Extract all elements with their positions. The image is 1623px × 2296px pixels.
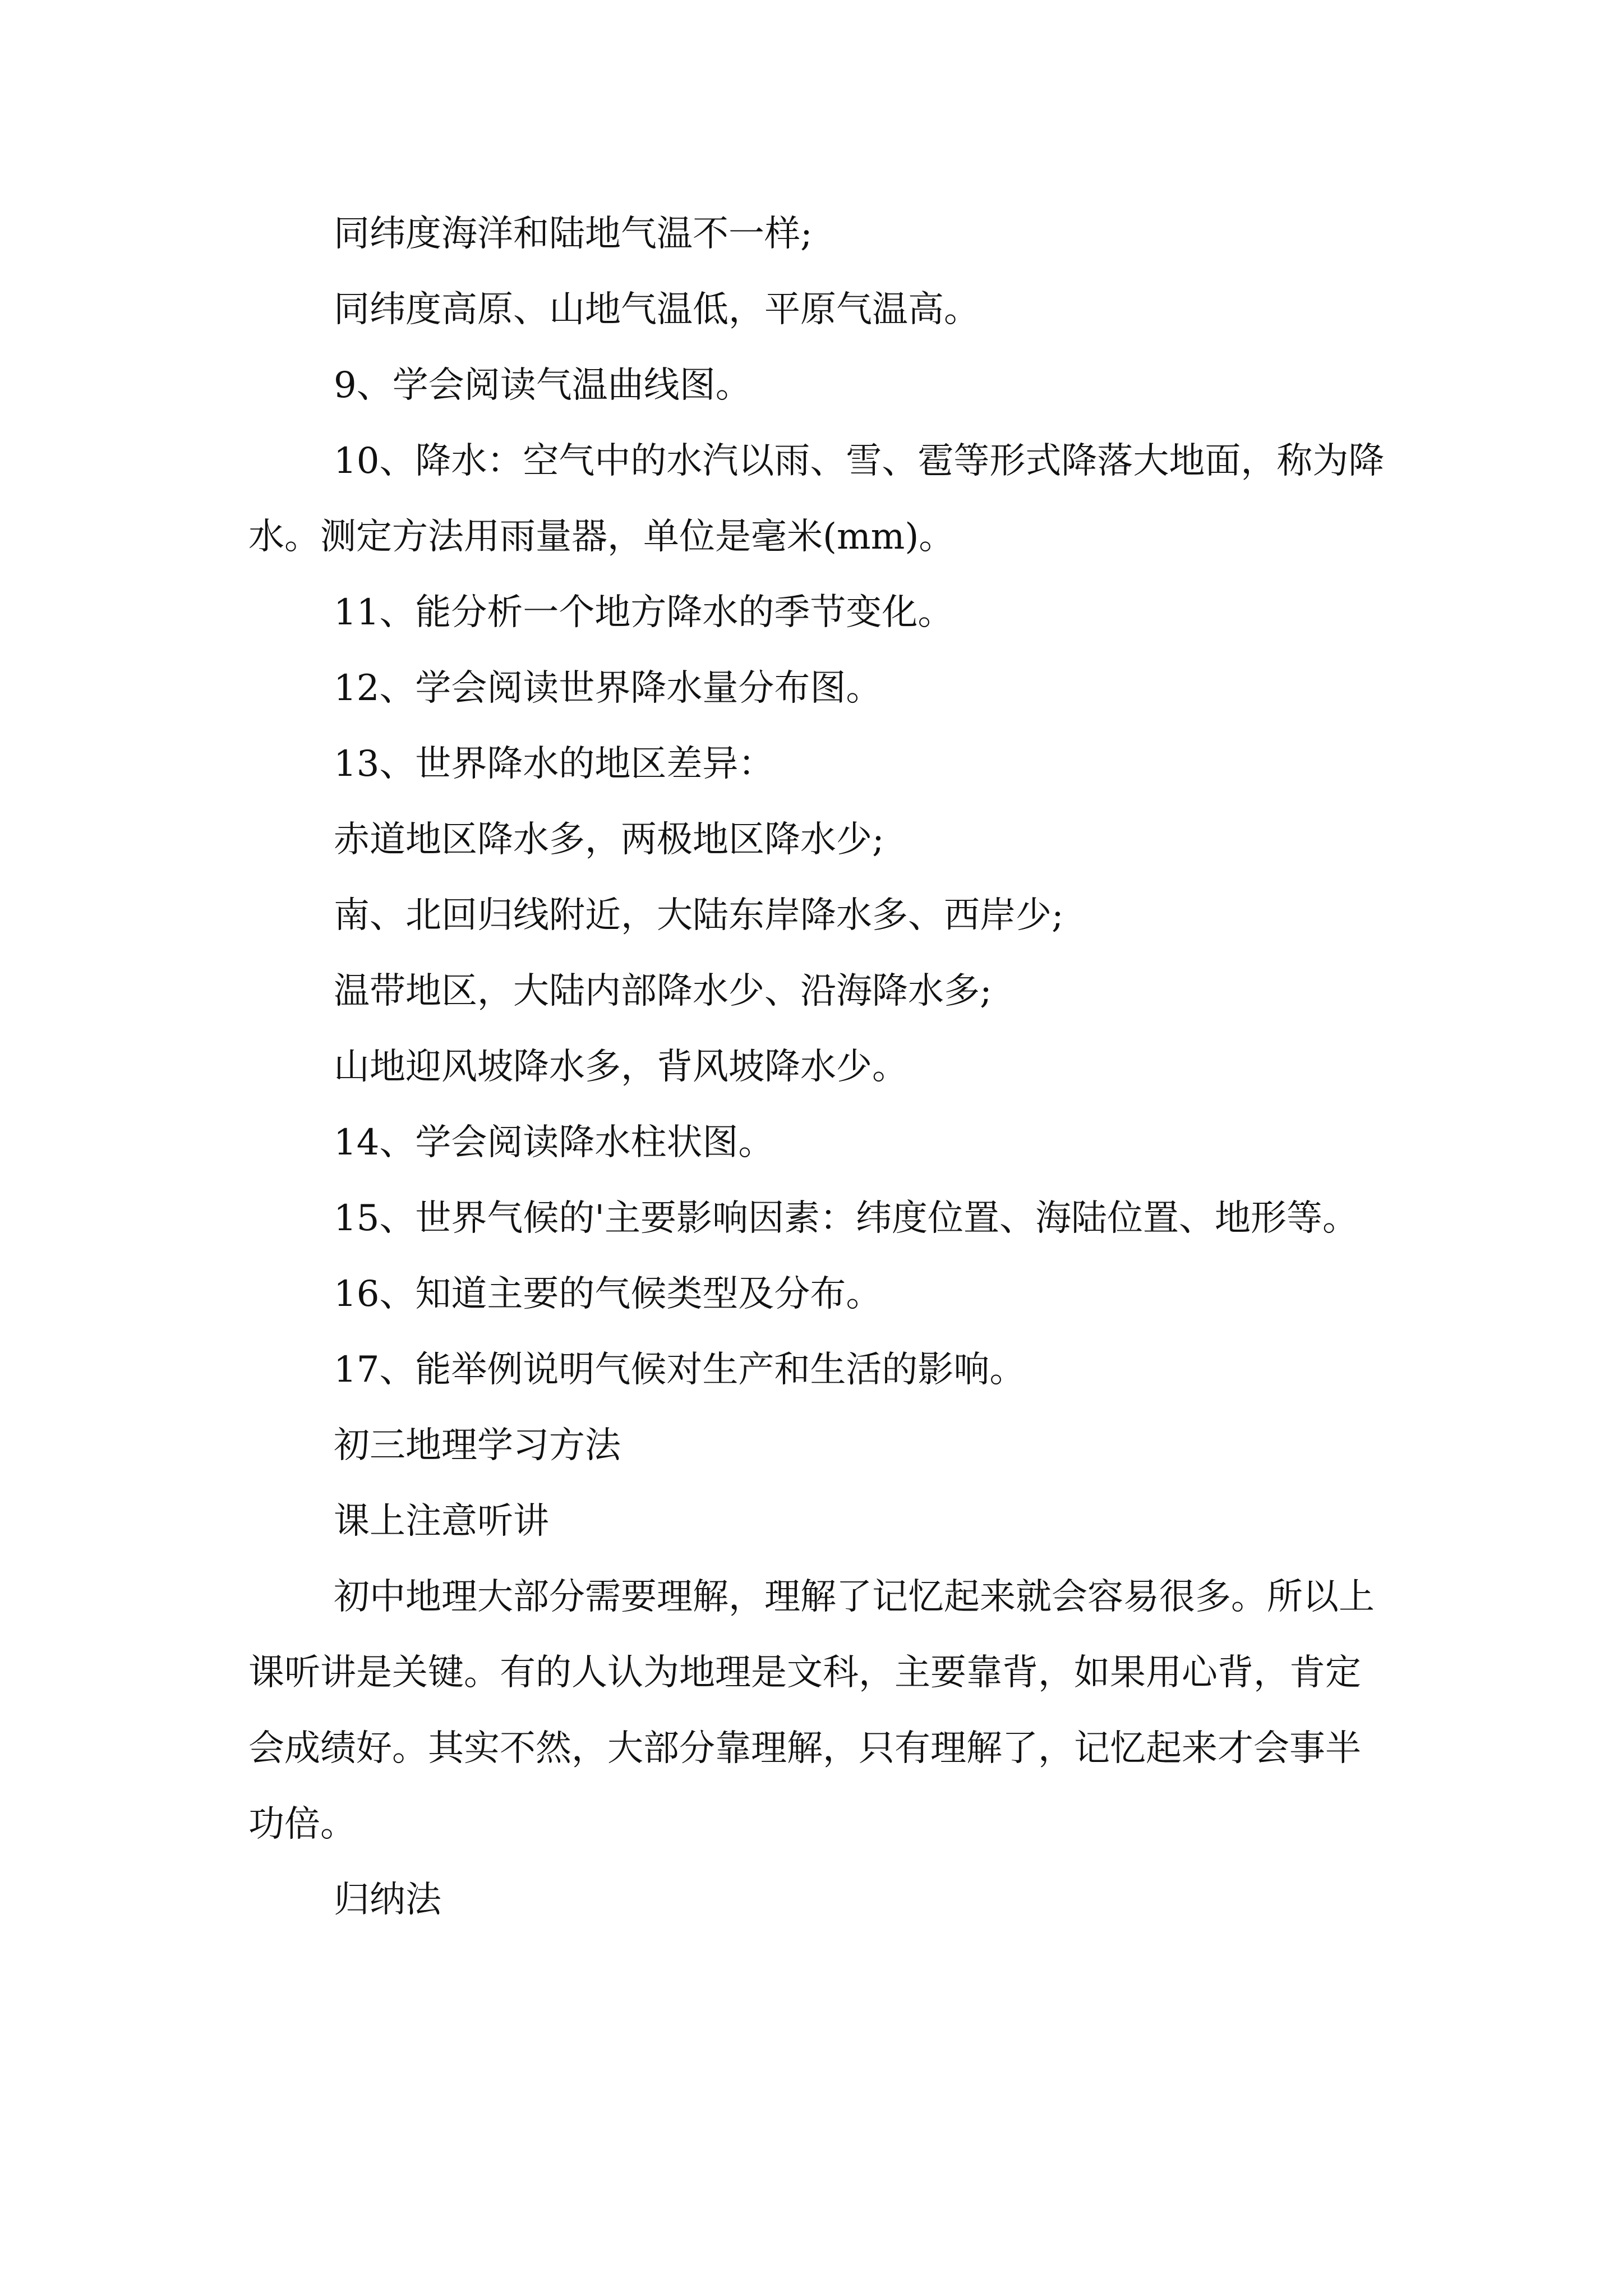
subheading-induction-method: 归纳法 bbox=[334, 1879, 441, 1921]
paragraph-plateau-temperature: 同纬度高原、山地气温低，平原气温高。 bbox=[334, 289, 980, 330]
paragraph-understanding: 初中地理大部分需要理解，理解了记忆起来就会容易很多。所以上课听讲是关键。有的人认为地理是文科，主要靠背，如果用心背，肯定会成绩好。其实不然，大部分靠理解，只有理解了，记忆起来才会事半功倍。 bbox=[248, 1576, 1375, 1845]
paragraph-item-17: 17、能举例说明气候对生产和生活的影响。 bbox=[334, 1349, 1026, 1391]
section-heading-study-methods: 初三地理学习方法 bbox=[334, 1425, 621, 1466]
document-body bbox=[248, 196, 1387, 1938]
paragraph-item-13: 13、世界降水的地区差异： bbox=[334, 743, 774, 785]
paragraph-item-11: 11、能分析一个地方降水的季节变化。 bbox=[334, 592, 954, 633]
paragraph-item-9: 9、学会阅读气温曲线图。 bbox=[334, 365, 751, 406]
paragraph-item-14: 14、学会阅读降水柱状图。 bbox=[334, 1122, 774, 1163]
paragraph-item-10: 10、降水：空气中的水汽以雨、雪、雹等形式降落大地面，称为降水。测定方法用雨量器，单位是毫米(mm)。 bbox=[248, 440, 1385, 558]
paragraph-equator-precipitation: 赤道地区降水多，两极地区降水少; bbox=[334, 819, 884, 861]
paragraph-temperate-precipitation: 温带地区，大陆内部降水少、沿海降水多; bbox=[334, 970, 992, 1012]
paragraph-ocean-land-temperature: 同纬度海洋和陆地气温不一样; bbox=[334, 213, 813, 255]
paragraph-item-16: 16、知道主要的气候类型及分布。 bbox=[334, 1273, 882, 1315]
subheading-listen-in-class: 课上注意听讲 bbox=[334, 1501, 549, 1542]
paragraph-item-15: 15、世界气候的'主要影响因素：纬度位置、海陆位置、地形等。 bbox=[334, 1198, 1359, 1239]
paragraph-tropics-precipitation: 南、北回归线附近，大陆东岸降水多、西岸少; bbox=[334, 895, 1064, 936]
paragraph-item-12: 12、学会阅读世界降水量分布图。 bbox=[334, 668, 882, 709]
paragraph-mountain-precipitation: 山地迎风坡降水多，背风坡降水少。 bbox=[334, 1046, 908, 1088]
